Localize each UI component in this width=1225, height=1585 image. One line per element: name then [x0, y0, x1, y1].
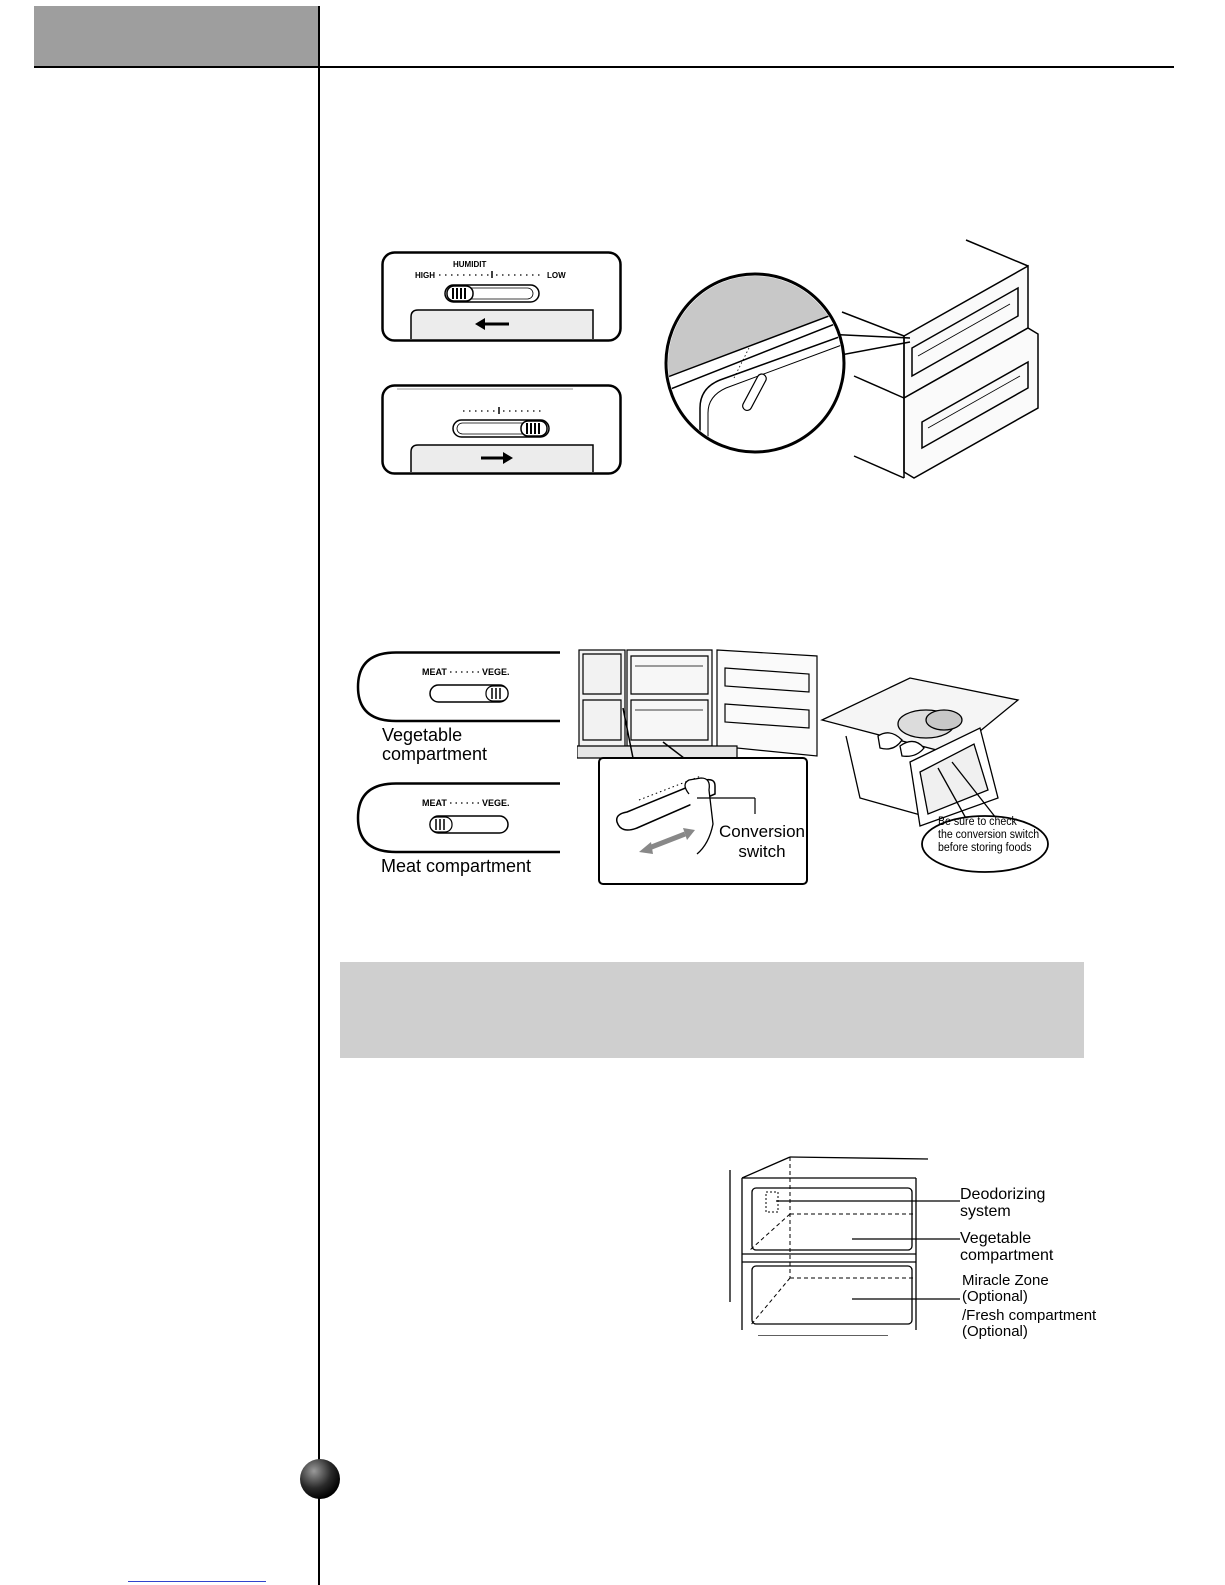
humidity-slider-knob: [447, 286, 473, 301]
page-marker-icon: [300, 1459, 340, 1499]
meat-label: MEAT: [422, 798, 447, 808]
humidity-low-panel: [381, 384, 623, 476]
vegetable-label: Vegetable compartment: [960, 1230, 1054, 1264]
meat-compartment-label: Meat compartment: [381, 856, 532, 876]
margin-rule: [318, 6, 320, 1585]
switch-knob: [486, 686, 508, 701]
humidity-slider-knob: [521, 421, 547, 436]
fresh-compartment-label: /Fresh compartment (Optional): [962, 1307, 1097, 1340]
humidity-high-panel: [381, 251, 623, 343]
meat-switch-panel: [356, 782, 562, 856]
humidity-low-label: LOW: [547, 271, 566, 280]
header-tab: [34, 6, 320, 67]
vege-switch-panel: [356, 651, 562, 725]
vege-label: VEGE.: [482, 798, 510, 808]
header-rule: [34, 66, 1174, 68]
meat-label: MEAT: [422, 667, 447, 677]
bottom-link-underline: [128, 1581, 266, 1582]
section-banner: [340, 962, 1084, 1058]
miracle-zone-label: Miracle Zone (Optional): [962, 1272, 1049, 1305]
crisper-drawers: [842, 240, 1038, 478]
deodorizing-label: Deodorizing system: [960, 1186, 1046, 1220]
conversion-switch-label: Conversion switch: [719, 822, 805, 861]
humidity-title: HUMIDIT: [453, 260, 487, 269]
switch-knob: [430, 817, 452, 832]
compartment-diagram: [728, 1152, 960, 1336]
conversion-callout-text: Be sure to check the conversion switch before storing foods: [938, 816, 1040, 854]
vege-label: VEGE.: [482, 667, 510, 677]
humidity-high-label: HIGH: [415, 271, 435, 280]
vegetable-compartment-label: Vegetable compartment: [382, 725, 488, 764]
drawer-magnifier-illustration: [660, 238, 1046, 480]
